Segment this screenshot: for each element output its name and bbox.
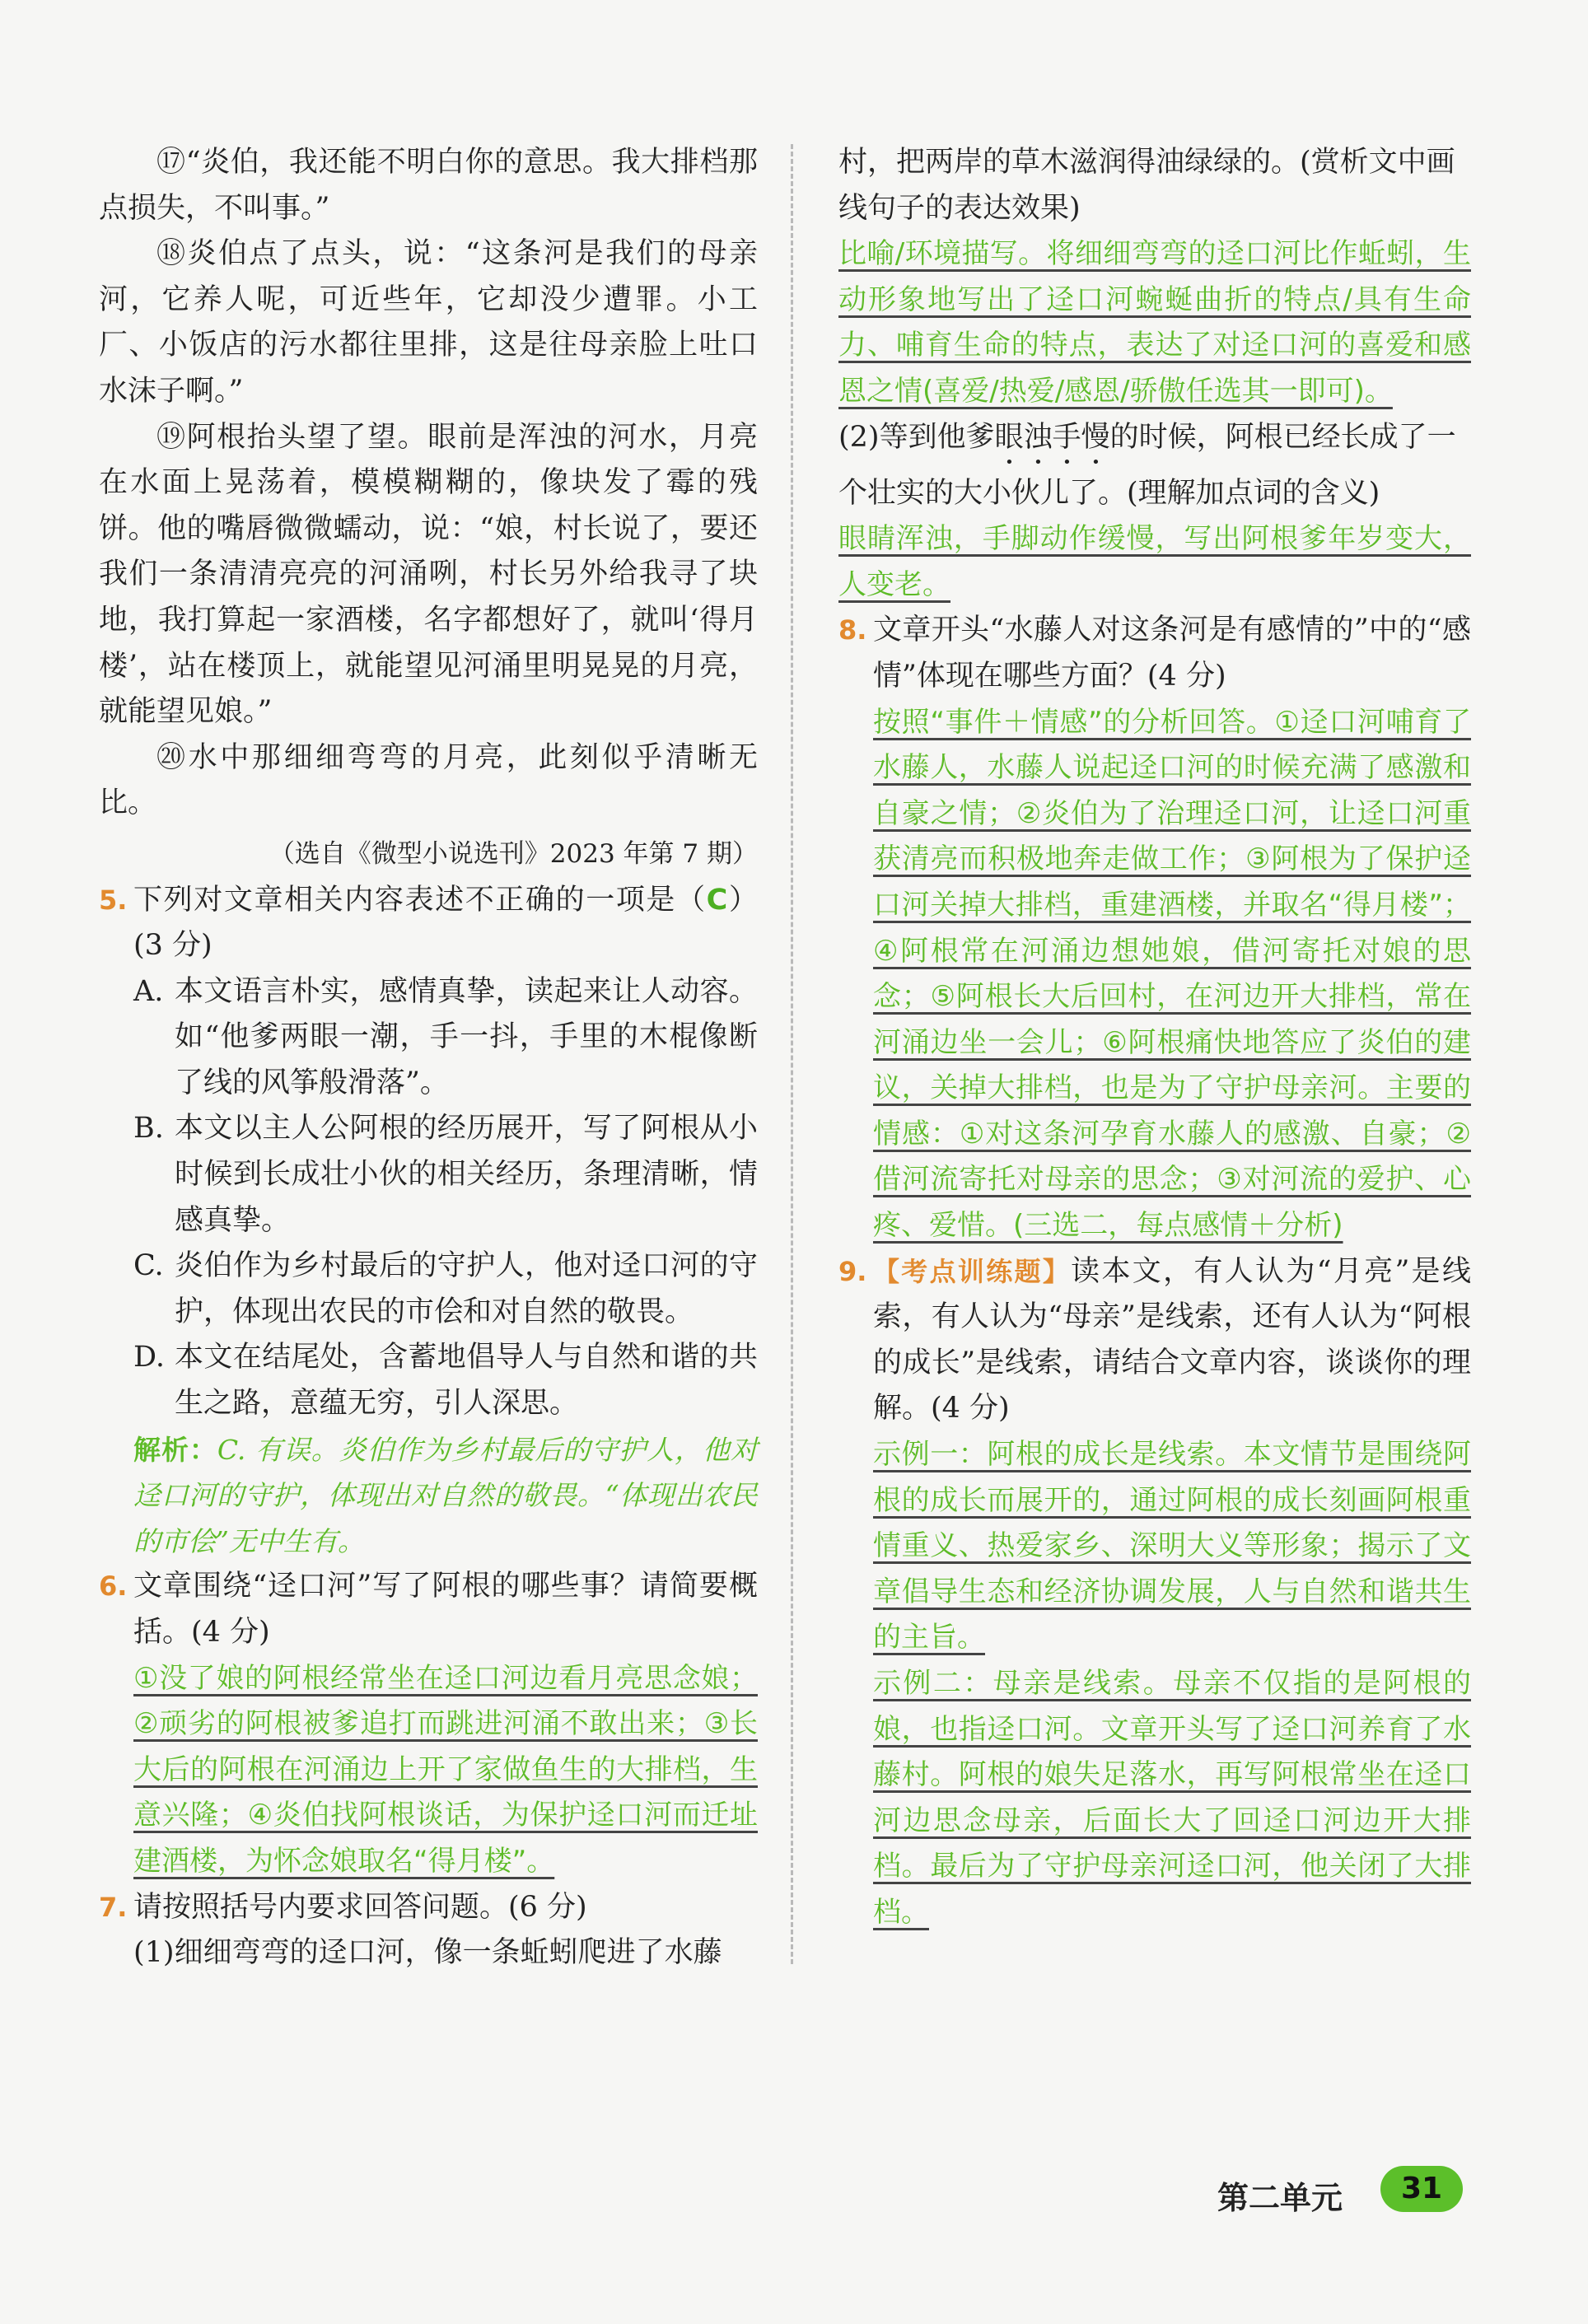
paragraph-19: ⑲阿根抬头望了望。眼前是浑浊的河水，月亮在水面上晃荡着，模模糊糊的，像块发了霉的残饼。他的嘴唇微微蠕动，说：“娘，村长说了，要还我们一条清清亮亮的河涌咧，村长另外给我寻了块地，我打算起一家酒楼，名字都想好了，就叫‘得月楼’，站在楼顶上，就能望见河涌里明晃晃的月亮，就能望见娘。” [99,420,758,729]
option-label: C. [133,1249,164,1283]
question-text: 文章开头“水藤人对这条河是有感情的”中的“感情”体现在哪些方面？(4 分) [873,614,1471,693]
option-text: 本文语言朴实，感情真挚，读起来让人动容。如“他爹两眼一潮，手一抖，手里的木棍像断了线的风筝般滑落”。 [175,974,758,1099]
question-7-sub-1: (1)细细弯弯的迳口河，像一条蚯蚓爬进了水藤 [133,1936,722,1970]
sub2-pre: (2)等到他爹 [838,420,995,454]
question-5 [99,878,758,969]
analysis-text: C. 有误。炎伯作为乡村最后的守护人，他对迳口河的守护，体现出对自然的敬畏。“体现出农民的市侩”无中生有。 [133,1433,759,1557]
answer-9-example-2: 示例二：母亲是线索。母亲不仅指的是阿根的娘，也指迳口河。文章开头写了迳口河养育了水藤村。阿根的娘失足落水，再写阿根常坐在迳口河边思念母亲，后面长大了回迳口河边开大排档。最后为了守护母亲河迳口河，他关闭了大排档。 [873,1667,1471,1929]
answer-7-1: 比喻/环境描写。将细细弯弯的迳口河比作蚯蚓，生动形象地写出了迳口河蜿蜒曲折的特点/具有生命力、哺育生命的特点，表达了对迳口河的喜爱和感恩之情(喜爱/热爱/感恩/骄傲任选其一即可)。 [838,237,1471,408]
paragraph-17: ⑰“炎伯，我还能不明白你的意思。我大排档那点损失，不叫事。” [99,146,758,225]
option-c [99,1244,758,1335]
unit-label: 第二单元 [1217,2180,1343,2216]
option-text: 本文在结尾处，含蓄地倡导人与自然和谐的共生之路，意蕴无穷，引人深思。 [175,1341,758,1421]
question-number: 6. [99,1570,128,1603]
answer-7-2: 眼睛浑浊，手脚动作缓慢，写出阿根爹年岁变大，人变老。 [838,522,1471,601]
question-7-sub-1-continued: 村，把两岸的草木滋润得油绿绿的。(赏析文中画线句子的表达效果) [838,146,1455,225]
option-a [99,969,758,1107]
question-text: 请按照括号内要求回答问题。(6 分) [133,1890,587,1924]
page-number-badge: 31 [1380,2166,1463,2212]
right-column [838,140,1471,1936]
answer-8: 按照“事件＋情感”的分析回答。①迳口河哺育了水藤人，水藤人说起迳口河的时候充满了感激和自豪之情；②炎伯为了治理迳口河，让迳口河重获清亮而积极地奔走做工作；③阿根为了保护迳口河关掉大排档，重建酒楼，并取名“得月楼”；④阿根常在河涌边想她娘，借河寄托对娘的思念；⑤阿根长大后回村，在河边开大排档，常在河涌边坐一会儿；⑥阿根痛快地答应了炎伯的建议，关掉大排档，也是为了守护母亲河。主要的情感：①对这条河孕育水藤人的感激、自豪；②借河流寄托对母亲的思念；③对河流的爱护、心疼、爱惜。(三选二，每点感情＋分析) [873,705,1471,1243]
analysis-label: 解析： [133,1433,217,1466]
source-citation: （选自《微型小说选刊》2023 年第 7 期） [269,838,758,869]
column-divider [791,144,793,1964]
paragraph-18: ⑱炎伯点了点头，说：“这条河是我们的母亲河，它养人呢，可近些年，它却没少遭罪。小工厂、小饭店的污水都往里排，这是往母亲脸上吐口水沫子啊。” [99,237,758,408]
option-b [99,1106,758,1244]
answer-9-example-1: 示例一：阿根的成长是线索。本文情节是围绕阿根的成长而展开的，通过阿根的成长刻画阿根重情重义、热爱家乡、深明大义等形象；揭示了文章倡导生态和经济协调发展，人与自然和谐共生的主旨。 [873,1438,1471,1654]
option-text: 炎伯作为乡村最后的守护人，他对迳口河的守护，体现出农民的市侩和对自然的敬畏。 [175,1249,758,1328]
option-text: 本文以主人公阿根的经历展开，写了阿根从小时候到长成壮小伙的相关经历，条理清晰，情感真挚。 [175,1112,758,1237]
question-text: 读本文，有人认为“月亮”是线索，有人认为“母亲”是线索，还有人认为“阿根的成长”是线索，请结合文章内容，谈谈你的理解。(4 分) [873,1254,1471,1426]
question-number: 9. [838,1255,867,1287]
option-label: B. [133,1112,164,1146]
option-label: D. [133,1341,165,1374]
option-d [99,1335,758,1426]
choice-answer: C [706,883,728,917]
option-label: A. [133,974,164,1008]
question-number: 8. [838,614,867,646]
sub2-post: 的时候，阿根已经长成了一个壮实的大小伙儿了。(理解加点词的含义) [838,420,1456,510]
paragraph-20: ⑳水中那细细弯弯的月亮，此刻似乎清晰无比。 [99,740,758,820]
answer-6: ①没了娘的阿根经常坐在迳口河边看月亮思念娘；②顽劣的阿根被爹追打而跳进河涌不敢出来；③长大后的阿根在河涌边上开了家做鱼生的大排档，生意兴隆；④炎伯找阿根谈话，为保护迳口河而迁址建酒楼，为怀念娘取名“得月楼”。 [133,1661,758,1878]
question-9 [838,1249,1471,1432]
question-text: 下列对文章相关内容表述不正确的一项是 [133,883,677,917]
question-7 [99,1885,758,1931]
question-6 [99,1564,758,1655]
question-number: 5. [99,884,128,916]
question-8 [838,608,1471,699]
question-7-sub-2 [838,415,1471,517]
question-number: 7. [99,1891,128,1923]
paren-open: （ [676,883,707,917]
left-column [99,140,758,1976]
paren-close-score: ）(3 分) [133,883,758,963]
question-text: 文章围绕“迳口河”写了阿根的哪些事？请简要概括。(4 分) [133,1570,758,1649]
analysis-5 [99,1427,758,1565]
question-tag: 【考点训练题】 [873,1255,1072,1287]
dotted-words: 眼浊手慢 [994,420,1110,454]
